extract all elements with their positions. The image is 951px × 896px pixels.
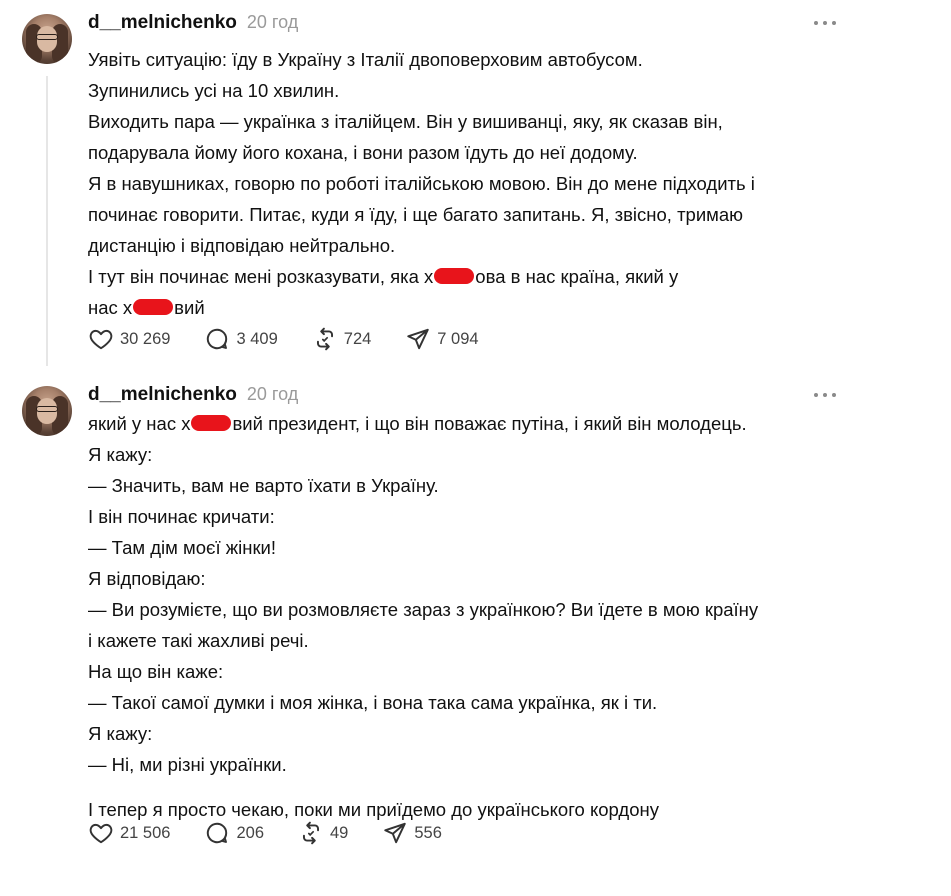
timestamp[interactable]: 20 год xyxy=(246,12,299,32)
comment-icon xyxy=(204,326,230,352)
heart-icon xyxy=(88,326,114,352)
text-line: І тепер я просто чекаю, поки ми приїдемо до українського кордону xyxy=(88,799,659,820)
repost-button[interactable] xyxy=(298,820,348,846)
text-line: — Ви розумієте, що ви розмовляєте зараз з українкою? Ви їдете в мою країну xyxy=(88,599,759,620)
text-fragment: ова в нас країна, який у xyxy=(475,266,679,287)
post xyxy=(0,0,951,370)
text-line: Я кажу: xyxy=(88,723,153,744)
avatar[interactable] xyxy=(22,386,72,436)
username[interactable]: d__melnichenko xyxy=(88,12,237,33)
repost-icon xyxy=(298,820,324,846)
repost-count: 49 xyxy=(330,823,349,842)
share-count: 556 xyxy=(414,823,442,842)
text-fragment: вий президент, і що він поважає путіна, і який він молодець. xyxy=(232,413,747,434)
text-line: Виходить пара — українка з італійцем. Він у вишиванці, яку, як сказав він, xyxy=(88,111,723,132)
repost-icon xyxy=(312,326,338,352)
text-line xyxy=(88,292,848,323)
censor-mark xyxy=(434,268,474,284)
text-line xyxy=(88,261,848,292)
like-count: 21 506 xyxy=(120,823,171,842)
avatar[interactable] xyxy=(22,14,72,64)
censor-mark xyxy=(133,299,173,315)
post-text xyxy=(88,44,848,323)
text-line: — Такої самої думки і моя жінка, і вона така сама українка, як і ти. xyxy=(88,692,658,713)
more-icon[interactable] xyxy=(814,392,836,398)
text-line: Я в навушниках, говорю по роботі італійською мовою. Він до мене підходить і xyxy=(88,173,755,194)
text-line: починає говорити. Питає, куди я їду, і ще багато запитань. Я, звісно, тримаю xyxy=(88,204,744,225)
action-bar xyxy=(88,820,476,846)
text-fragment: І тут він починає мені розказувати, яка х xyxy=(88,266,434,287)
like-count: 30 269 xyxy=(120,329,171,348)
text-fragment: вий xyxy=(174,297,205,318)
reply-count: 3 409 xyxy=(236,329,278,348)
text-fragment: який у нас х xyxy=(88,413,191,434)
like-button[interactable] xyxy=(88,820,170,846)
send-icon xyxy=(382,820,408,846)
timestamp[interactable]: 20 год xyxy=(246,384,299,404)
send-icon xyxy=(405,326,431,352)
reply-button[interactable] xyxy=(204,820,264,846)
reply-count: 206 xyxy=(236,823,264,842)
reply-button[interactable] xyxy=(204,326,277,352)
username[interactable]: d__melnichenko xyxy=(88,384,237,405)
text-line: І він починає кричати: xyxy=(88,506,275,527)
text-line: Зупинились усі на 10 хвилин. xyxy=(88,80,340,101)
text-line: дистанцію і відповідаю нейтрально. xyxy=(88,235,396,256)
text-line: — Ні, ми різні українки. xyxy=(88,754,287,775)
heart-icon xyxy=(88,820,114,846)
text-fragment: нас х xyxy=(88,297,133,318)
text-line: — Значить, вам не варто їхати в Україну. xyxy=(88,475,439,496)
text-line: подарувала йому його кохана, і вони разом їдуть до неї додому. xyxy=(88,142,638,163)
comment-icon xyxy=(204,820,230,846)
text-line: — Там дім моєї жінки! xyxy=(88,537,277,558)
share-button[interactable] xyxy=(405,326,478,352)
post-header xyxy=(88,12,298,38)
share-count: 7 094 xyxy=(437,329,479,348)
text-line: Я кажу: xyxy=(88,444,153,465)
more-icon[interactable] xyxy=(814,20,836,26)
post-text xyxy=(88,408,848,825)
post-header xyxy=(88,384,298,410)
thread-line xyxy=(46,76,48,366)
post xyxy=(0,372,951,892)
censor-mark xyxy=(191,415,231,431)
text-line: Уявіть ситуацію: їду в Україну з Італії двоповерховим автобусом. xyxy=(88,49,643,70)
share-button[interactable] xyxy=(382,820,442,846)
like-button[interactable] xyxy=(88,326,170,352)
repost-button[interactable] xyxy=(312,326,372,352)
text-line xyxy=(88,408,848,439)
text-line: На що він каже: xyxy=(88,661,224,682)
action-bar xyxy=(88,326,513,352)
text-line: Я відповідаю: xyxy=(88,568,206,589)
text-line: і кажете такі жахливі речі. xyxy=(88,630,309,651)
repost-count: 724 xyxy=(343,329,372,348)
